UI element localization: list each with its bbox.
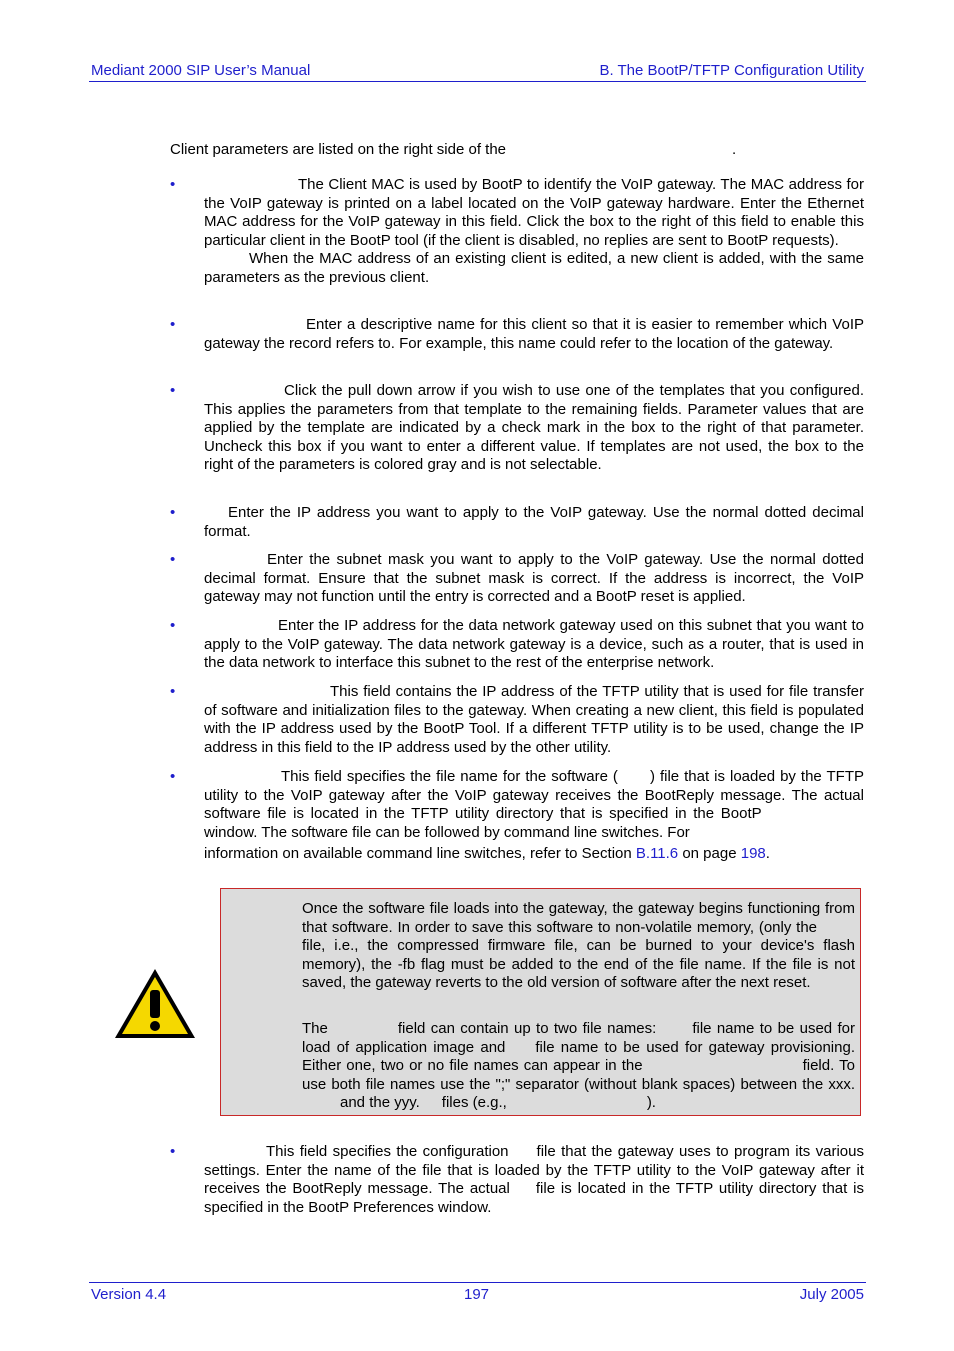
- bullet-icon: •: [170, 176, 176, 193]
- page-number: 197: [464, 1286, 490, 1303]
- boot-file-reference: information on available command line switches, refer to Section B.11.6 on page 198.: [204, 845, 770, 862]
- footer-date: July 2005: [799, 1286, 864, 1303]
- bullet-icon: •: [170, 504, 176, 521]
- footer-rule: [89, 1282, 866, 1283]
- bullet-subnet: Enter the subnet mask you want to apply to the VoIP gateway. Use the normal dotted decimal format. Ensure that the subnet mask is correct. If the address is incorrect, the VoIP gateway may not function until the entry is corrected and a BootP reset is applied.: [204, 551, 864, 605]
- bullet-boot-file: This field specifies the file name for the software ( ) file that is loaded by the TFTP utility to the VoIP gateway after the VoIP gateway receives the BootReply message. The actual software file is located in the TFTP utility directory that is specified in the BootP window. The software file can be followed by command line switches. For: [204, 768, 865, 841]
- header-rule: [89, 81, 866, 82]
- note-paragraph-2: The field can contain up to two file names: file name to be used for load of application image and file name to be used for gateway provisioning. Either one, two or no file names can appear in the field. To use both file names use the ";" separator (without blank spaces) between the xxx.and the yyy. files (e.g., ).: [302, 1020, 855, 1111]
- bullet-icon: •: [170, 683, 176, 700]
- section-link[interactable]: B.11.6: [635, 845, 679, 862]
- note-paragraph-1: Once the software file loads into the gateway, the gateway begins functioning from that software. In order to save this software to non-volatile memory, (only thefile, i.e., the compressed firmware file, can be burned to your device's flash memory), the -fb flag must be added to the end of the file name. If the file is not saved, the gateway reverts to the old version of software after the next reset.: [302, 900, 855, 991]
- page-link[interactable]: 198: [740, 845, 766, 862]
- warning-icon: [112, 966, 198, 1042]
- header-section: B. The BootP/TFTP Configuration Utility: [599, 62, 864, 79]
- footer-version: Version 4.4: [91, 1286, 167, 1303]
- bullet-ip: Enter the IP address you want to apply to the VoIP gateway. Use the normal dotted decimal format.: [204, 504, 864, 540]
- bullet-template: Click the pull down arrow if you wish to use one of the templates that you configured. This applies the parameters from that template to the remaining fields. Parameter values that are applied by the template are indicated by a check mark in the box to the right of that parameter. Uncheck this box if you want to enter a different value. If templates are not used, the box to the right of the parameters is colored gray and is not selectable.: [204, 382, 864, 473]
- intro-text: Client parameters are listed on the right side of the .: [170, 141, 737, 158]
- header-title: Mediant 2000 SIP User’s Manual: [91, 62, 311, 79]
- bullet-tftp-server-ip: This field contains the IP address of the TFTP utility that is used for file transfer of software and initialization files to the gateway. When creating a new client, this field is populated with the IP address used by the BootP Tool. If a different TFTP utility is to be used, change the IP address in this field to the IP address used by the other utility.: [204, 683, 864, 756]
- bullet-client-mac: The Client MAC is used by BootP to identify the VoIP gateway. The MAC address for the VoIP gateway is printed on a label located on the VoIP gateway hardware. Enter the Ethernet MAC address for the VoIP gateway in this field. Click the box to the right of this field to enable this particular client in the BootP tool (if the client is disabled, no replies are sent to BootP requests). When the MAC address of an existing client is edited, a new client is added, with the same parameters as the previous client.: [204, 176, 864, 286]
- bullet-ini-file: This field specifies the configuration file that the gateway uses to program its various settings. Enter the name of the file that is loaded by the TFTP utility to the VoIP gateway after it receives the BootReply message. The actual file is located in the TFTP utility directory that is specified in the BootP Preferences window.: [204, 1143, 865, 1216]
- bullet-gateway: Enter the IP address for the data network gateway used on this subnet that you want to apply to the VoIP gateway. The data network gateway is a device, such as a router, that is used in the data network to interface this subnet to the rest of the enterprise network.: [204, 617, 864, 671]
- bullet-icon: •: [170, 382, 176, 399]
- bullet-icon: •: [170, 1143, 176, 1160]
- bullet-icon: •: [170, 617, 176, 634]
- bullet-icon: •: [170, 768, 176, 785]
- bullet-client-name: Enter a descriptive name for this client so that it is easier to remember which VoIP gateway the record refers to. For example, this name could refer to the location of the gateway.: [204, 316, 864, 352]
- bullet-icon: •: [170, 316, 176, 333]
- bullet-icon: •: [170, 551, 176, 568]
